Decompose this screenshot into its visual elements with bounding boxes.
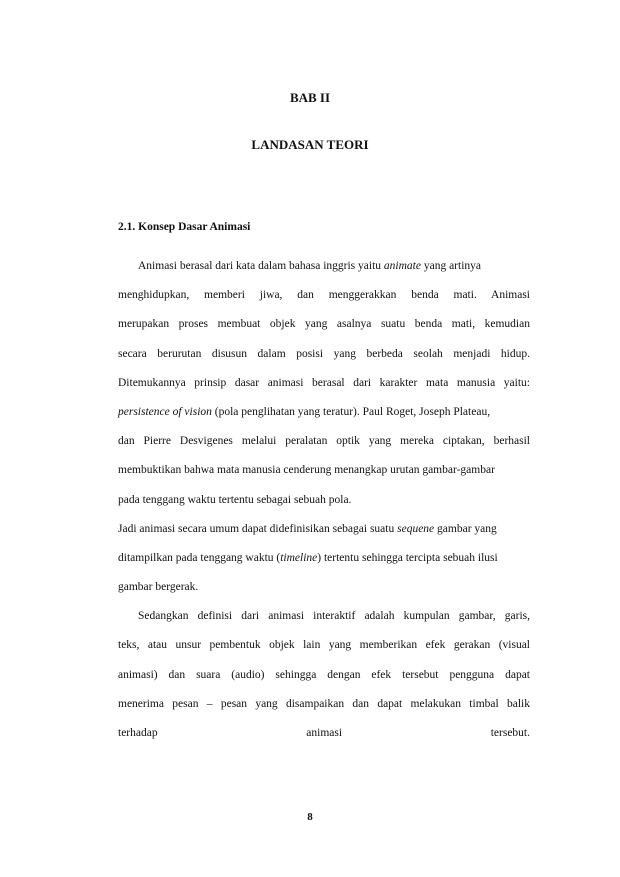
- paragraph-line: [118, 515, 530, 544]
- paragraph-line: teks, atau unsur pembentuk objek lain yang memberikan efek gerakan (visual: [118, 639, 530, 652]
- paragraph-line: [118, 252, 530, 281]
- paragraph-line: merupakan proses membuat objek yang asalnya suatu benda mati, kemudian: [118, 318, 530, 331]
- paragraph-line: [118, 398, 530, 427]
- paragraph-line: Sedangkan definisi dari animasi interaktif adalah kumpulan gambar, garis,: [138, 610, 530, 623]
- italic-term: timeline: [280, 551, 318, 564]
- paragraph-line: animasi) dan suara (audio) sehingga dengan efek tersebut pengguna dapat: [118, 668, 530, 681]
- paragraph-line: membuktikan bahwa mata manusia cenderung menangkap urutan gambar-gambar: [118, 464, 495, 477]
- paragraph-line: menerima pesan – pesan yang disampaikan dan dapat melakukan timbal balik: [118, 697, 530, 710]
- chapter-title: LANDASAN TEORI: [251, 137, 369, 152]
- paragraph-line: Ditemukannya prinsip dasar animasi berasal dari karakter mata manusia yaitu:: [118, 376, 530, 389]
- italic-term: sequene: [397, 522, 435, 535]
- paragraph-line: secara berurutan disusun dalam posisi yang berbeda seolah menjadi hidup.: [118, 347, 530, 360]
- paragraph-line: dan Pierre Desvigenes melalui peralatan optik yang mereka ciptakan, berhasil: [118, 435, 530, 448]
- chapter-number: BAB II: [289, 90, 331, 105]
- text-span: gambar yang: [437, 522, 497, 535]
- italic-term: animate: [383, 260, 421, 272]
- paragraph-line: pada tenggang waktu tertentu sebagai sebuah pola.: [118, 493, 352, 506]
- paragraph-line: [118, 544, 530, 573]
- text-span: ditampilkan pada tenggang waktu (: [118, 551, 281, 564]
- text-span: yang artinya: [423, 260, 482, 272]
- body-text: [118, 252, 530, 748]
- paragraph-line: gambar bergerak.: [118, 581, 199, 594]
- text-span: Jadi animasi secara umum dapat didefinisikan sebagai suatu: [118, 522, 395, 535]
- page-number: 8: [307, 811, 313, 823]
- text-span: (pola penglihatan yang teratur). Paul Roget, Joseph Plateau,: [214, 405, 491, 418]
- section-heading: 2.1. Konsep Dasar Animasi: [118, 221, 251, 233]
- paragraph-line: terhadap animasi tersebut.: [118, 727, 530, 739]
- text-span: ) tertentu sehingga tercipta sebuah ilusi: [317, 551, 498, 564]
- italic-term: persistence of vision: [118, 405, 212, 418]
- text-span: Animasi berasal dari kata dalam bahasa inggris yaitu: [138, 260, 382, 272]
- paragraph-line: menghidupkan, memberi jiwa, dan menggerakkan benda mati. Animasi: [118, 289, 530, 302]
